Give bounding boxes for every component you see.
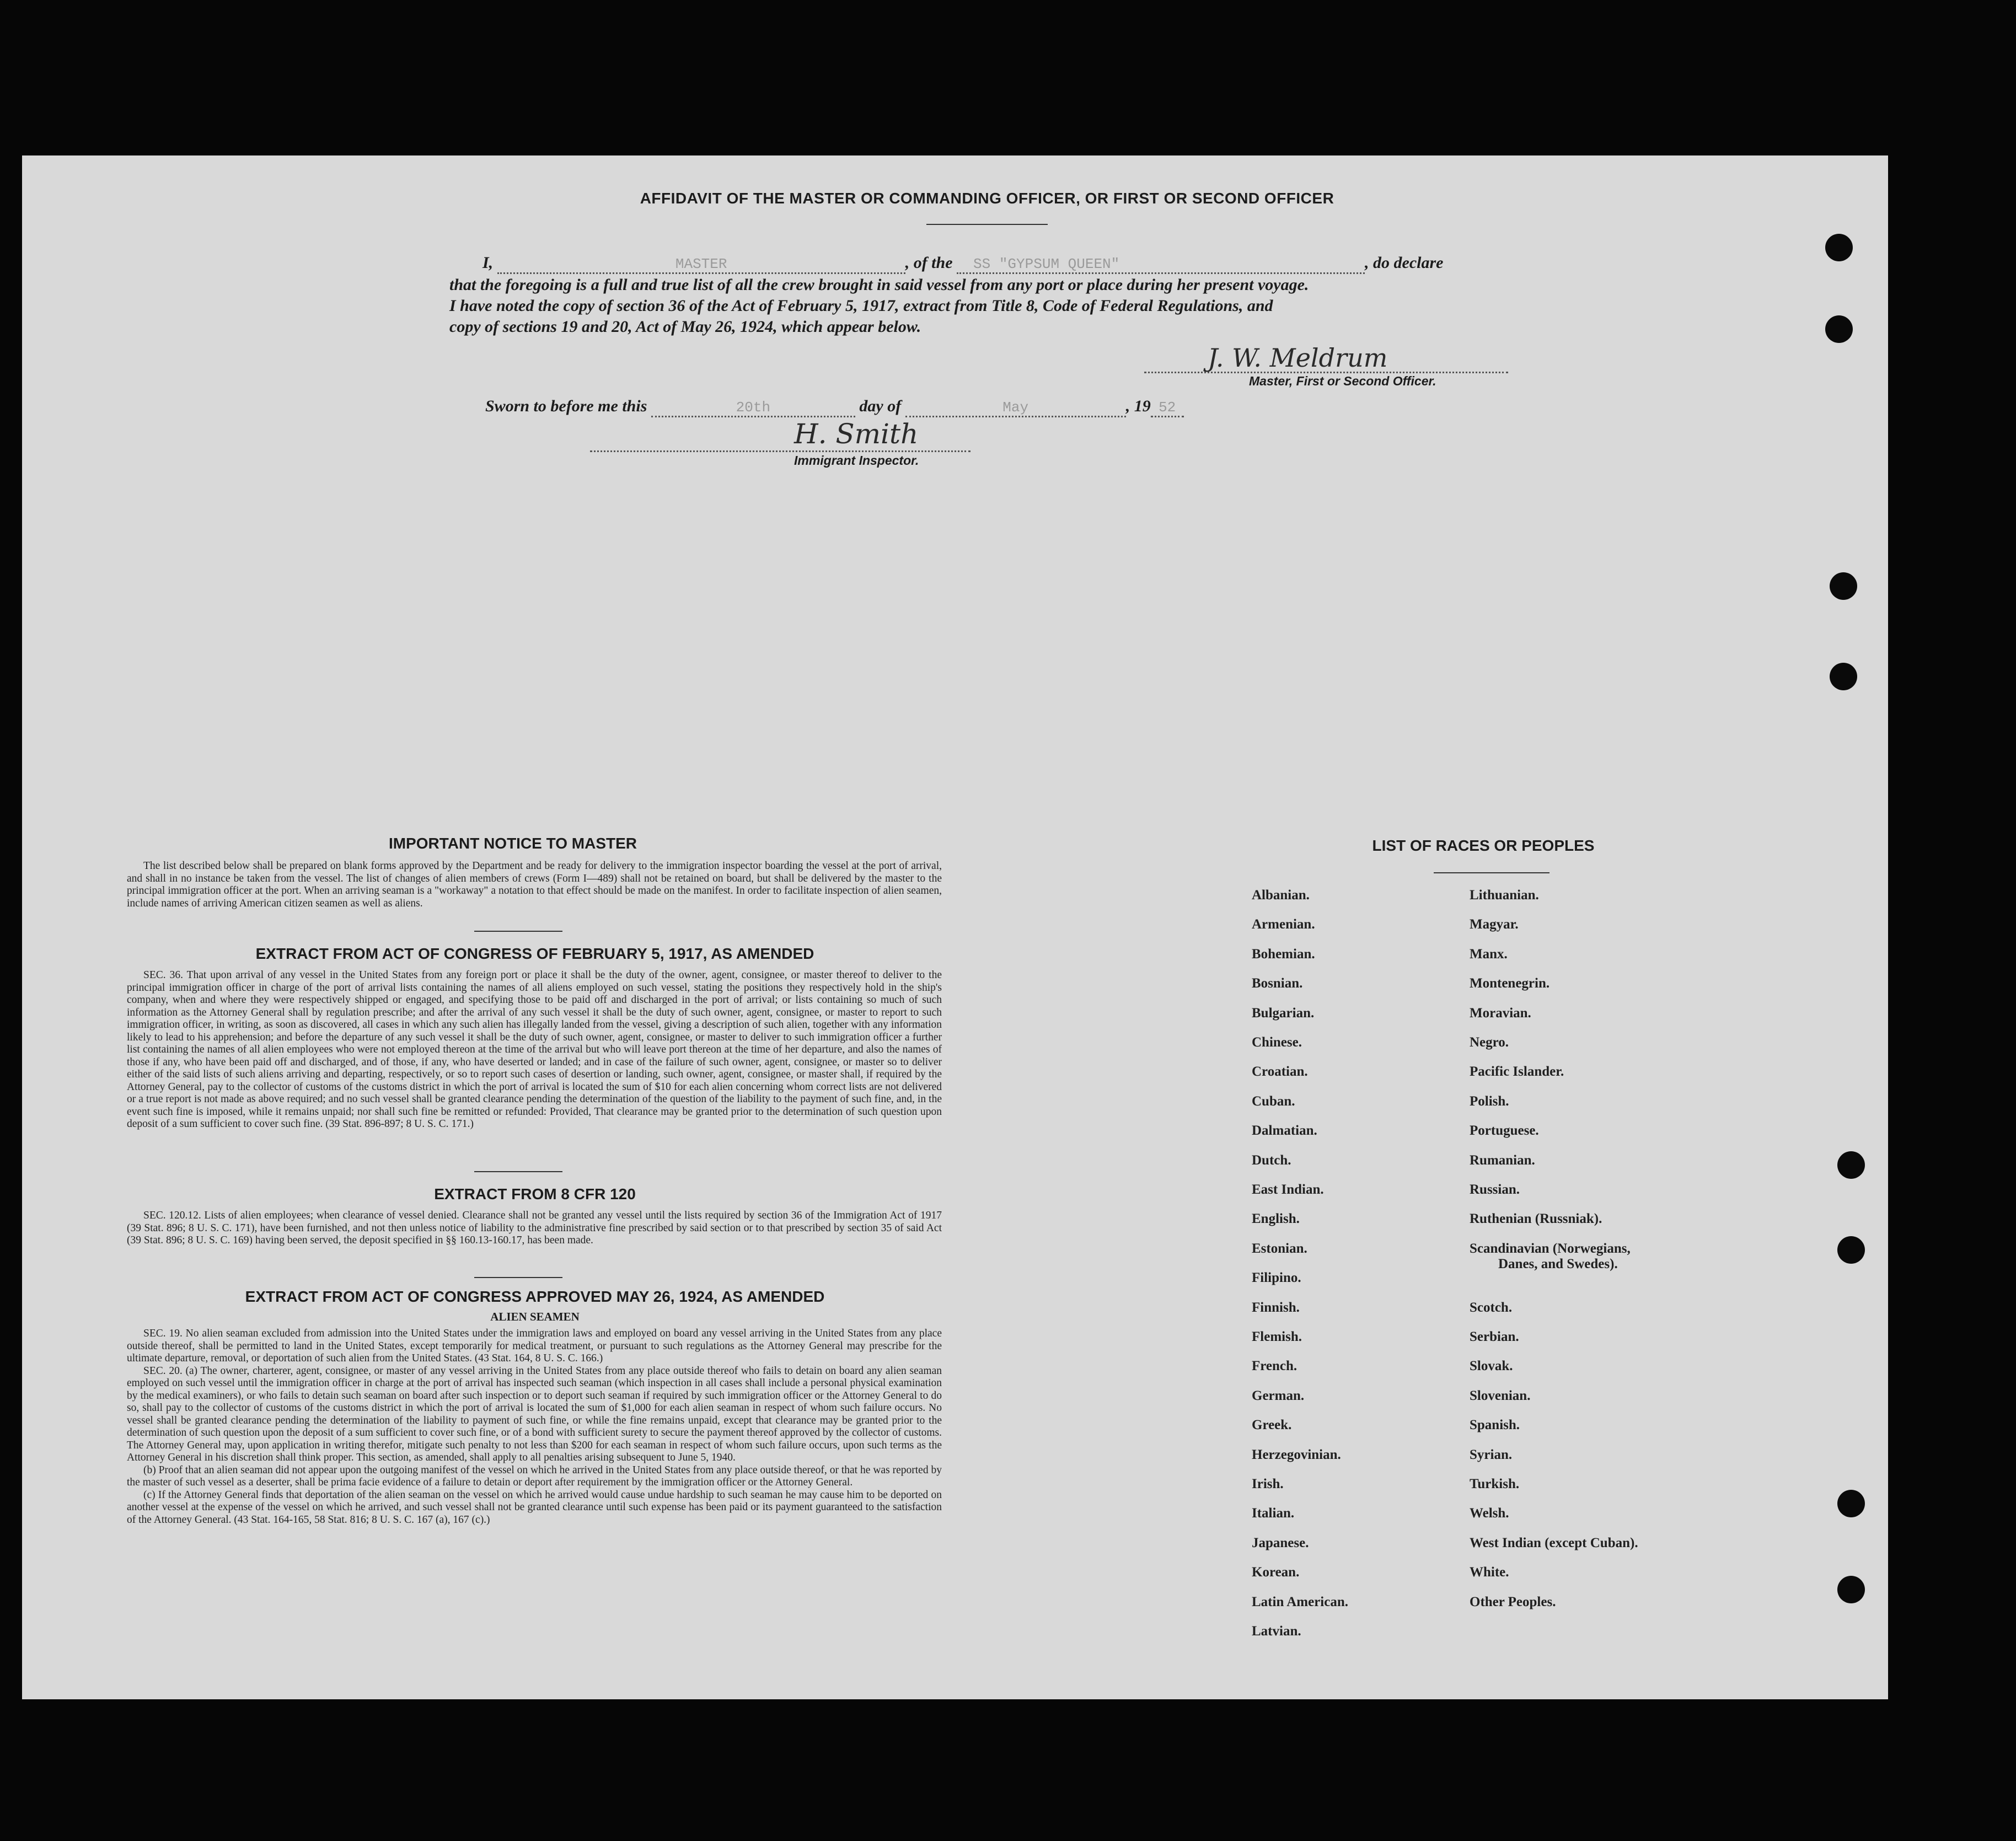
alien-seamen-subtitle: ALIEN SEAMEN (490, 1310, 580, 1323)
race-item: French. (1252, 1359, 1297, 1374)
race-item: Polish. (1470, 1093, 1509, 1109)
race-item: Scandinavian (Norwegians, (1470, 1241, 1631, 1256)
vessel-value: SS "GYPSUM QUEEN" (973, 256, 1120, 272)
affidavit-title: AFFIDAVIT OF THE MASTER OR COMMANDING OFFICER, OR FIRST OR SECOND OFFICER (640, 190, 1334, 207)
race-item: West Indian (except Cuban). (1470, 1535, 1638, 1550)
race-item: Herzegovinian. (1252, 1447, 1341, 1462)
race-item: Armenian. (1252, 917, 1315, 932)
race-item: Japanese. (1252, 1535, 1309, 1550)
master-value: MASTER (675, 256, 727, 272)
affidavit-declaration-line (482, 254, 1530, 274)
month-value: May (1002, 399, 1029, 416)
notice-paragraph: The list described below shall be prepared on blank forms approved by the Department and be ready for delivery to the immigration inspector boarding the vessel at the port of arrival, and shall in no instance be taken from the vessel. The list of changes of alien members of crews (Form I—489) shall not be retained on board, but shall be delivered by the master to the principal immigration officer at the port. When an arriving seaman is a "workaway" a notation to that effect should be made on the manifest. In order to facilitate inspection of alien seamen, include names of arriving American citizen seamen as well as aliens. (127, 860, 942, 909)
race-item: Dutch. (1252, 1152, 1291, 1168)
section-120-paragraph: SEC. 120.12. Lists of alien employees; when clearance of vessel denied. Clearance shall not be granted any vessel until the lists required by section 36 of the Immigration Act of 1917 (39 Stat. 896; 8 U. S. C. 171), have been furnished, and not then unless notice of liability to the administrative fine prescribed by said section or to that prescribed by section 35 of said Act (39 Stat. 896; 8 U. S. C. 169) having been served, the deposit specified in §§ 160.13-160.17, has been made. (127, 1210, 942, 1246)
vessel-field (957, 254, 1365, 274)
notice-title: IMPORTANT NOTICE TO MASTER (388, 835, 637, 852)
race-item: Finnish. (1252, 1300, 1300, 1315)
race-item: Bosnian. (1252, 976, 1303, 991)
race-item: Slovak. (1470, 1359, 1513, 1374)
day-value: 20th (736, 399, 771, 416)
race-item: Latvian. (1252, 1624, 1301, 1639)
race-item: Bohemian. (1252, 946, 1315, 962)
race-item: German. (1252, 1388, 1305, 1403)
section-20b-paragraph: (b) Proof that an alien seaman did not appear upon the outgoing manifest of the vessel on which he arrived in the United States from any place outside thereof, or that he was reported by the master of such vessel as a deserter, shall be prima facie evidence of a failure to detain or deport after requirement by the immigration officer or the Attorney General. (127, 1464, 942, 1488)
extract-cfr-body (127, 1210, 942, 1247)
race-item: Bulgarian. (1252, 1005, 1315, 1021)
month-field (905, 397, 1126, 417)
race-item: Russian. (1470, 1182, 1520, 1197)
section-divider (474, 1277, 562, 1278)
master-signature: J. W. Meldrum (1208, 343, 1388, 373)
binder-hole (1837, 1490, 1865, 1517)
section-20c-paragraph: (c) If the Attorney General finds that deportation of the alien seaman on the vessel on which he arrived would cause undue hardship to such seaman he may cause him to be deported on another vessel at the expense of the vessel on which he arrived, and such vessel shall not be granted clearance until such expense has been paid or its payment guaranteed to the satisfaction of the Attorney General. (43 Stat. 164-165, 58 Stat. 816; 8 U. S. C. 167 (a), 167 (c).) (127, 1489, 942, 1526)
race-item: English. (1252, 1211, 1300, 1227)
document-sheet (22, 155, 1888, 1699)
year-value: 52 (1159, 399, 1176, 416)
year-field (1151, 397, 1184, 417)
race-item: Manx. (1470, 946, 1508, 962)
race-item: Flemish. (1252, 1329, 1302, 1344)
do-declare-label: , do declare (1365, 254, 1444, 272)
binder-hole (1825, 315, 1853, 343)
sworn-label: Sworn to before me this (485, 397, 647, 415)
master-field (497, 254, 905, 274)
race-item: Ruthenian (Russniak). (1470, 1211, 1602, 1227)
race-item: Welsh. (1470, 1506, 1509, 1521)
races-title: LIST OF RACES OR PEOPLES (1372, 837, 1595, 854)
binder-hole (1830, 572, 1857, 600)
race-item: White. (1470, 1565, 1509, 1580)
race-item: Negro. (1470, 1035, 1509, 1050)
extract-1924-title: EXTRACT FROM ACT OF CONGRESS APPROVED MAY 26, 1924, AS AMENDED (245, 1288, 825, 1305)
extract-1917-title: EXTRACT FROM ACT OF CONGRESS OF FEBRUARY 5, 1917, AS AMENDED (255, 945, 814, 962)
master-caption: Master, First or Second Officer. (1249, 374, 1436, 388)
race-item: Croatian. (1252, 1064, 1308, 1080)
section-20a-paragraph: SEC. 20. (a) The owner, charterer, agent, consignee, or master of any vessel arriving in the United States from any place outside thereof who fails to detain on board any alien seaman employed on such vessel until the immigration officer in charge at the port of arrival has inspected such seaman (which inspection in all cases shall include a personal physical examination by the medical examiners), or who fails to detain such seaman on board after such inspection or to deport such seaman if required by such immigration officer or the Attorney General to do so, shall pay to the collector of customs of the customs district in which the port of arrival is located the sum of $1,000 for each alien seaman in respect of whom such failure occurs. No vessel shall be granted clearance pending the determination of the liability to payment of such fine, or while the fine remains unpaid, except that clearance may be granted prior to the determination of such question upon the deposit of a sum sufficient to cover such fine, or of a bond with sufficient surety to secure the payment thereof approved by the collector of customs. The Attorney General may, upon application in writing therefor, mitigate such penalty to not less than $200 for each seaman in respect of whom such failure occurs, upon such terms as the Attorney General in his discretion shall think proper. This section, as amended, shall apply to all penalties arising subsequent to June 5, 1940. (127, 1365, 942, 1463)
inspector-signature: H. Smith (794, 418, 919, 450)
title-underline (926, 224, 1048, 225)
section-36-paragraph: SEC. 36. That upon arrival of any vessel in the United States from any foreign port or place it shall be the duty of the owner, agent, consignee, or master thereof to deliver to the principal immigration officer in charge of the port of arrival lists containing the names of all aliens employed on such vessel, stating the positions they respectively hold in the ship's company, when and where they were respectively shipped or engaged, and specifying those to be paid off and discharged in the port of arrival; or lists containing so much of such information as the Attorney General shall by regulation prescribe; and after the arrival of any such vessel it shall be the duty of such owner, agent, consignee, or master to report to such immigration officer, in writing, as soon as discovered, all cases in which any such alien has illegally landed from the vessel, giving a description of such alien, together with any information likely to lead to his apprehension; and before the departure of any such vessel it shall be the duty of such owner, agent, consignee, or master to deliver to such immigration officer a further list containing the names of all alien employees who were not employed thereon at the time of the arrival but who will leave port thereon at the time of her departure, and also the names of those if any, who have been paid off and discharged, and of those, if any, who have deserted or landed; and in case of the failure of such owner, agent, consignee, or master so to deliver either of the said lists of such aliens arriving and departing, respectively, or so to report such cases of desertion or landing, such owner, agent, consignee, or master shall, if required by the Attorney General, pay to the collector of customs of the customs district in which the port of arrival is located the sum of $10 for each alien concerning whom correct lists are not delivered or a true report is not made as above required; and no such vessel shall be granted clearance pending the determination of the question of the liability to the payment of such fine, and, in the event such fine is imposed, while it remains unpaid; nor shall such fine be remitted or refunded: Provided, That clearance may be granted prior to the determination of such question upon deposit of a sum sufficient to cover such fine. (39 Stat. 896-897; 8 U. S. C. 171.) (127, 969, 942, 1130)
race-item: Estonian. (1252, 1241, 1307, 1256)
race-item: Latin American. (1252, 1594, 1348, 1609)
inspector-caption: Immigrant Inspector. (794, 453, 919, 468)
race-item: Italian. (1252, 1506, 1295, 1521)
race-item: Portuguese. (1470, 1123, 1539, 1139)
extract-1924-body (127, 1328, 942, 1526)
race-item: Spanish. (1470, 1418, 1520, 1433)
race-item: Dalmatian. (1252, 1123, 1317, 1139)
race-item: Korean. (1252, 1565, 1300, 1580)
race-item: Filipino. (1252, 1270, 1301, 1286)
binder-hole (1830, 663, 1857, 690)
binder-hole (1825, 234, 1853, 261)
race-item: Scotch. (1470, 1300, 1513, 1315)
extract-1917-body (127, 969, 942, 1131)
binder-hole (1837, 1576, 1865, 1603)
race-item: Danes, and Swedes). (1498, 1256, 1618, 1271)
section-divider (474, 931, 562, 932)
race-item: Slovenian. (1470, 1388, 1531, 1403)
binder-hole (1837, 1236, 1865, 1264)
race-item: Syrian. (1470, 1447, 1513, 1462)
declaration-i: I, (482, 254, 494, 272)
race-item: Montenegrin. (1470, 976, 1550, 991)
race-item: Irish. (1252, 1477, 1284, 1491)
inspector-signature-line (590, 450, 971, 452)
binder-hole (1837, 1151, 1865, 1179)
race-item: Rumanian. (1470, 1152, 1535, 1168)
year-prefix: , 19 (1125, 397, 1151, 415)
extract-cfr-title: EXTRACT FROM 8 CFR 120 (434, 1185, 636, 1203)
race-item: East Indian. (1252, 1182, 1324, 1197)
day-field (651, 397, 855, 417)
affidavit-line-2: that the foregoing is a full and true list of all the crew brought in said vessel from any port or place during her present voyage. (449, 276, 1309, 294)
race-item: Pacific Islander. (1470, 1064, 1564, 1080)
section-divider (474, 1171, 562, 1172)
race-item: Albanian. (1252, 888, 1310, 903)
affidavit-line-4: copy of sections 19 and 20, Act of May 26, 1924, which appear below. (449, 318, 921, 336)
race-item: Chinese. (1252, 1035, 1302, 1050)
race-item: Cuban. (1252, 1093, 1295, 1109)
race-item: Lithuanian. (1470, 888, 1539, 903)
section-19-paragraph: SEC. 19. No alien seaman excluded from admission into the United States under the immigration laws and employed on board any vessel arriving in the United States from any place outside thereof, shall be permitted to land in the United States, except temporarily for medical treatment, or pursuant to such regulations as the Attorney General may prescribe for the ultimate departure, removal, or deportation of such alien from the United States. (43 Stat. 164, 8 U. S. C. 166.) (127, 1328, 942, 1364)
sworn-line (485, 397, 1312, 417)
race-item: Other Peoples. (1470, 1594, 1556, 1609)
race-item: Magyar. (1470, 917, 1519, 932)
day-of-label: day of (859, 397, 902, 415)
of-the-label: , of the (905, 254, 953, 272)
race-item: Turkish. (1470, 1477, 1520, 1491)
race-item: Moravian. (1470, 1005, 1531, 1021)
race-item: Greek. (1252, 1418, 1292, 1433)
race-item: Serbian. (1470, 1329, 1519, 1344)
affidavit-line-3: I have noted the copy of section 36 of the Act of February 5, 1917, extract from Title 8, Code of Federal Regulations, and (449, 297, 1273, 315)
notice-body (127, 860, 942, 910)
races-title-underline (1434, 872, 1549, 873)
